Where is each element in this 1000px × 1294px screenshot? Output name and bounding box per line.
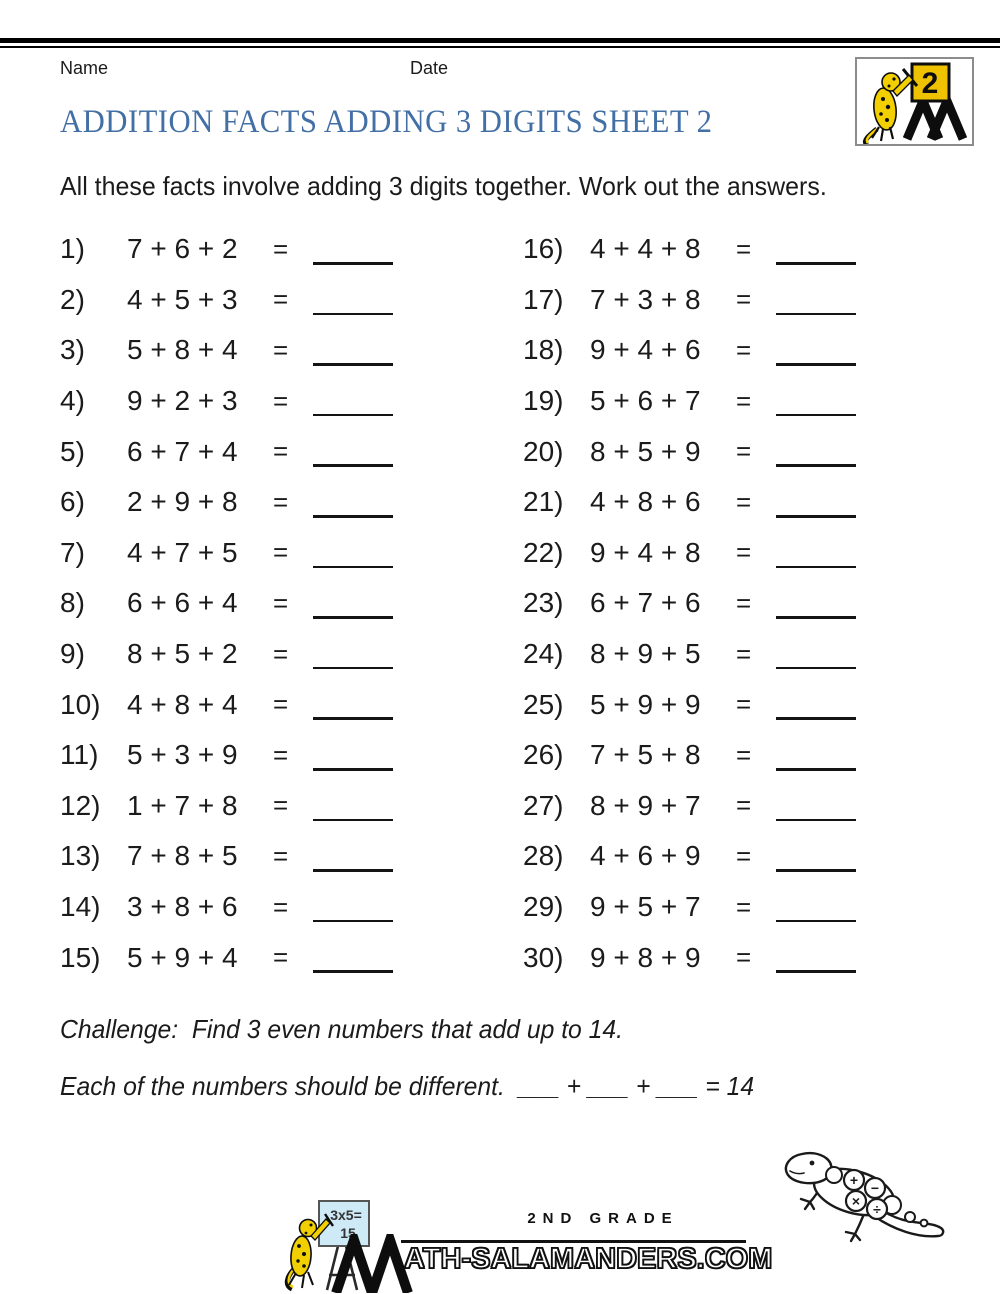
problem-row [523, 932, 856, 983]
problem-number: 6) [60, 486, 85, 518]
answer-blank-line[interactable] [776, 515, 856, 518]
problem-row [523, 426, 856, 477]
answer-blank[interactable] [313, 477, 393, 528]
problem-row [523, 325, 856, 376]
answer-blank-line[interactable] [776, 869, 856, 872]
problem-number: 26) [523, 739, 564, 771]
problem-number: 19) [523, 385, 564, 417]
problem-expression: 7 + 6 + 2 [127, 233, 238, 265]
problem-number: 29) [523, 891, 564, 923]
problem-row [523, 781, 856, 832]
problem-expression: 4 + 8 + 6 [590, 486, 701, 518]
answer-blank-line[interactable] [776, 616, 856, 619]
answer-blank[interactable] [776, 426, 856, 477]
problem-row [60, 224, 393, 275]
answer-blank[interactable] [313, 629, 393, 680]
equals-sign: = [736, 638, 752, 669]
equals-sign: = [273, 587, 289, 618]
rule-thin-line [0, 46, 1000, 48]
problem-row [60, 932, 393, 983]
answer-blank-line[interactable] [776, 313, 856, 316]
equals-sign: = [736, 689, 752, 720]
problem-expression: 9 + 4 + 8 [590, 536, 701, 568]
answer-blank-line[interactable] [776, 363, 856, 366]
problem-expression: 4 + 6 + 9 [590, 840, 701, 872]
problem-number: 18) [523, 334, 564, 366]
equals-sign: = [736, 891, 752, 922]
answer-blank[interactable] [776, 679, 856, 730]
answer-blank-line[interactable] [313, 566, 393, 569]
answer-blank[interactable] [776, 578, 856, 629]
answer-blank-line[interactable] [776, 970, 856, 973]
problem-row [60, 629, 393, 680]
problem-expression: 8 + 9 + 5 [590, 638, 701, 670]
problem-row [60, 730, 393, 781]
equals-sign: = [273, 891, 289, 922]
equals-sign: = [273, 638, 289, 669]
equals-sign: = [736, 436, 752, 467]
problem-number: 11) [60, 739, 99, 771]
equals-sign: = [736, 385, 752, 416]
name-label: Name [60, 58, 109, 78]
answer-blank[interactable] [776, 730, 856, 781]
problems-column-left [60, 224, 393, 983]
intro-text: All these facts involve adding 3 digits together. Work out the answers. [60, 171, 827, 201]
answer-blank[interactable] [776, 275, 856, 326]
answer-blank-line[interactable] [313, 464, 393, 467]
answer-blank[interactable] [776, 376, 856, 427]
problem-expression: 4 + 8 + 4 [127, 688, 238, 720]
problem-number: 14) [60, 891, 101, 923]
answer-blank-line[interactable] [313, 363, 393, 366]
equals-sign: = [736, 284, 752, 315]
answer-blank-line[interactable] [313, 869, 393, 872]
problem-row [60, 831, 393, 882]
challenge-line-2: Each of the numbers should be different. ___ + ___ + ___ = 14 [60, 1071, 755, 1101]
problem-expression: 9 + 2 + 3 [127, 385, 238, 417]
problem-row [523, 730, 856, 781]
answer-blank-line[interactable] [313, 414, 393, 417]
problem-row [60, 679, 393, 730]
answer-blank[interactable] [313, 781, 393, 832]
problem-row [523, 679, 856, 730]
problem-row [523, 528, 856, 579]
problem-row [523, 477, 856, 528]
answer-blank-line[interactable] [776, 566, 856, 569]
equals-sign: = [273, 942, 289, 973]
problem-row [523, 224, 856, 275]
problem-number: 5) [60, 435, 85, 467]
problem-number: 3) [60, 334, 85, 366]
answer-blank[interactable] [776, 325, 856, 376]
equals-sign: = [736, 233, 752, 264]
problem-number: 21) [523, 486, 564, 518]
answer-blank[interactable] [313, 831, 393, 882]
answer-blank[interactable] [313, 578, 393, 629]
problem-row [60, 477, 393, 528]
equals-sign: = [273, 284, 289, 315]
answer-blank-line[interactable] [776, 414, 856, 417]
equals-sign: = [273, 334, 289, 365]
math-salamanders-corner-logo [855, 57, 974, 146]
answer-blank[interactable] [313, 325, 393, 376]
footer-brand [283, 1196, 773, 1293]
footer-grade-text: 2ND GRADE [527, 1210, 679, 1227]
equals-sign: = [273, 537, 289, 568]
answer-blank[interactable] [313, 528, 393, 579]
problem-row [523, 275, 856, 326]
problem-row [523, 578, 856, 629]
answer-blank-line[interactable] [313, 313, 393, 316]
answer-blank[interactable] [776, 932, 856, 983]
answer-blank[interactable] [313, 376, 393, 427]
answer-blank[interactable] [313, 730, 393, 781]
answer-blank[interactable] [776, 882, 856, 933]
problem-expression: 4 + 5 + 3 [127, 283, 238, 315]
problem-row [60, 882, 393, 933]
answer-blank[interactable] [313, 426, 393, 477]
equals-sign: = [273, 385, 289, 416]
problem-number: 7) [60, 536, 85, 568]
mascot-sign-top: 3x5= [330, 1207, 362, 1223]
corner-logo-graphic [857, 59, 972, 144]
answer-blank[interactable] [313, 275, 393, 326]
problem-expression: 9 + 8 + 9 [590, 941, 701, 973]
answer-blank-line[interactable] [313, 970, 393, 973]
equals-sign: = [273, 436, 289, 467]
problem-number: 13) [60, 840, 101, 872]
answer-blank[interactable] [776, 781, 856, 832]
problem-row [523, 882, 856, 933]
problem-row [60, 376, 393, 427]
problem-expression: 9 + 4 + 6 [590, 334, 701, 366]
footer-site-text: ATH-SALAMANDERS.COM [404, 1243, 773, 1275]
problem-expression: 9 + 5 + 7 [590, 891, 701, 923]
problem-expression: 2 + 9 + 8 [127, 486, 238, 518]
problem-number: 17) [523, 283, 564, 315]
answer-blank-line[interactable] [313, 616, 393, 619]
gecko-minus-icon: − [870, 1180, 880, 1196]
problem-number: 16) [523, 233, 564, 265]
equals-sign: = [736, 840, 752, 871]
problem-expression: 5 + 6 + 7 [590, 385, 701, 417]
problem-expression: 6 + 7 + 6 [590, 587, 701, 619]
answer-blank[interactable] [776, 831, 856, 882]
problem-row [523, 376, 856, 427]
answer-blank-line[interactable] [776, 920, 856, 923]
problem-row [60, 781, 393, 832]
answer-blank[interactable] [776, 629, 856, 680]
problem-expression: 5 + 8 + 4 [127, 334, 238, 366]
problem-row [60, 275, 393, 326]
mascot-sign-bottom: 15 [340, 1225, 356, 1241]
problem-number: 12) [60, 789, 101, 821]
problem-expression: 7 + 5 + 8 [590, 739, 701, 771]
problem-expression: 4 + 7 + 5 [127, 536, 238, 568]
equals-sign: = [273, 486, 289, 517]
problem-number: 30) [523, 941, 564, 973]
problem-expression: 5 + 3 + 9 [127, 739, 238, 771]
answer-blank[interactable] [313, 882, 393, 933]
answer-blank-line[interactable] [776, 717, 856, 720]
equals-sign: = [736, 942, 752, 973]
problem-number: 1) [60, 233, 85, 265]
answer-blank-line[interactable] [776, 262, 856, 265]
problem-expression: 8 + 9 + 7 [590, 789, 701, 821]
problem-row [60, 578, 393, 629]
problem-number: 22) [523, 536, 564, 568]
equals-sign: = [273, 689, 289, 720]
answer-blank-line[interactable] [313, 262, 393, 265]
problem-number: 15) [60, 941, 101, 973]
problem-expression: 7 + 3 + 8 [590, 283, 701, 315]
gecko-divide-icon: ÷ [873, 1201, 881, 1217]
answer-blank-line[interactable] [776, 768, 856, 771]
problem-number: 25) [523, 688, 564, 720]
problem-number: 27) [523, 789, 564, 821]
equals-sign: = [736, 587, 752, 618]
answer-blank[interactable] [313, 679, 393, 730]
equals-sign: = [736, 486, 752, 517]
problem-expression: 5 + 9 + 4 [127, 941, 238, 973]
answer-blank-line[interactable] [776, 819, 856, 822]
top-double-rule [0, 38, 1000, 48]
answer-blank[interactable] [776, 224, 856, 275]
equals-sign: = [736, 739, 752, 770]
problem-number: 10) [60, 688, 101, 720]
problem-expression: 8 + 5 + 9 [590, 435, 701, 467]
problems-column-right [523, 224, 856, 983]
problem-number: 23) [523, 587, 564, 619]
answer-blank[interactable] [776, 477, 856, 528]
page-title: ADDITION FACTS ADDING 3 DIGITS SHEET 2 [60, 104, 713, 140]
problem-expression: 7 + 8 + 5 [127, 840, 238, 872]
answer-blank-line[interactable] [313, 667, 393, 670]
equals-sign: = [273, 840, 289, 871]
problem-row [60, 528, 393, 579]
answer-blank-line[interactable] [313, 920, 393, 923]
answer-blank-line[interactable] [313, 819, 393, 822]
equals-sign: = [736, 334, 752, 365]
gecko-times-icon: × [851, 1193, 861, 1209]
problem-expression: 1 + 7 + 8 [127, 789, 238, 821]
problem-expression: 6 + 7 + 4 [127, 435, 238, 467]
answer-blank-line[interactable] [313, 768, 393, 771]
problem-expression: 6 + 6 + 4 [127, 587, 238, 619]
problem-row [523, 629, 856, 680]
problem-number: 9) [60, 638, 85, 670]
answer-blank-line[interactable] [776, 464, 856, 467]
equals-sign: = [736, 790, 752, 821]
problem-number: 8) [60, 587, 85, 619]
equals-sign: = [273, 233, 289, 264]
equals-sign: = [273, 790, 289, 821]
answer-blank[interactable] [313, 224, 393, 275]
answer-blank[interactable] [313, 932, 393, 983]
problem-number: 4) [60, 385, 85, 417]
problem-number: 20) [523, 435, 564, 467]
problem-expression: 4 + 4 + 8 [590, 233, 701, 265]
footer-salamander-icon [287, 1214, 333, 1289]
problem-number: 28) [523, 840, 564, 872]
problem-expression: 5 + 9 + 9 [590, 688, 701, 720]
grade-number: 2 [921, 67, 939, 100]
problem-row [60, 426, 393, 477]
equals-sign: = [736, 537, 752, 568]
gecko-plus-icon: + [849, 1172, 859, 1188]
problem-expression: 3 + 8 + 6 [127, 891, 238, 923]
problem-number: 2) [60, 283, 85, 315]
logo-m-icon [907, 101, 963, 139]
date-label: Date [410, 58, 449, 78]
answer-blank-line[interactable] [776, 667, 856, 670]
problem-row [60, 325, 393, 376]
answer-blank-line[interactable] [313, 515, 393, 518]
salamander-line-art-icon [772, 1130, 954, 1245]
answer-blank[interactable] [776, 528, 856, 579]
equals-sign: = [273, 739, 289, 770]
problem-number: 24) [523, 638, 564, 670]
answer-blank-line[interactable] [313, 717, 393, 720]
problem-expression: 8 + 5 + 2 [127, 638, 238, 670]
challenge-line-1: Challenge: Find 3 even numbers that add up to 14. [60, 1014, 623, 1044]
problem-row [523, 831, 856, 882]
